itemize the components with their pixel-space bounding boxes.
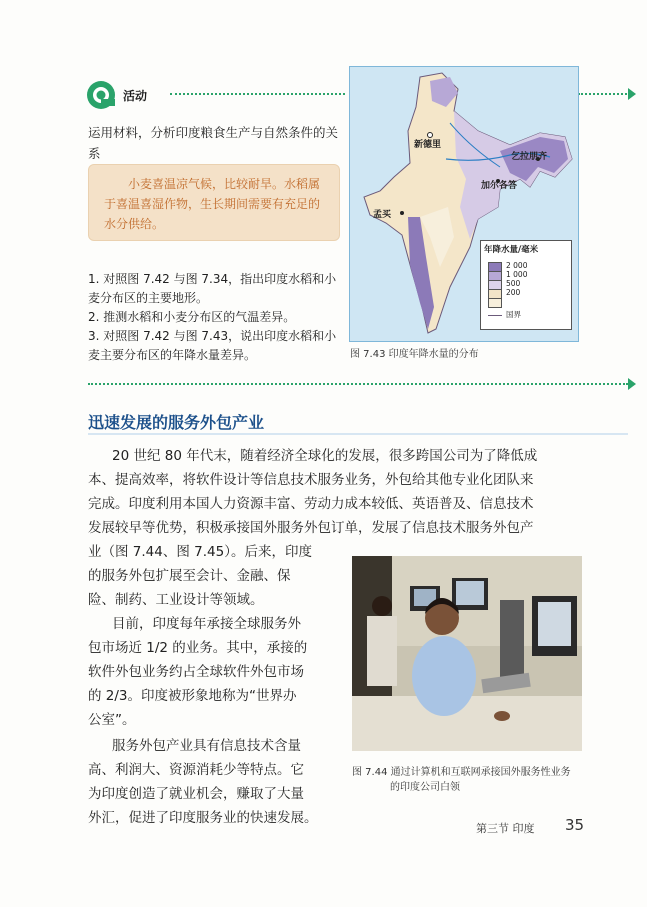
paragraph-line: 外汇，促进了印度服务业的快速发展。 (88, 810, 318, 826)
arrow-icon (628, 378, 636, 390)
paragraph-line: 包市场近 1/2 的业务。其中，承接的 (88, 640, 308, 656)
legend-value: 500 (506, 279, 521, 288)
city-label-delhi: 新德里 (414, 140, 442, 150)
office-photo (352, 556, 582, 751)
paragraph-line: 的服务外包扩展至会计、金融、保 (88, 568, 291, 584)
legend-border-label: 国界 (506, 310, 521, 319)
paragraph-line: 本、提高效率，将软件设计等信息技术服务业务，外包给其他专业化团队来 (88, 472, 534, 488)
footer-section: 第三节 印度 (476, 822, 535, 835)
paragraph-line: 业（图 7.44、图 7.45）。后来，印度 (88, 544, 312, 560)
paragraph-line: 目前，印度每年承接全球服务外 (112, 616, 301, 632)
paragraph-line: 险、制药、工业设计等领域。 (88, 592, 264, 608)
legend-value: 200 (506, 288, 521, 297)
border-line-icon (488, 315, 502, 316)
paragraph-line: 服务外包产业具有信息技术含量 (112, 738, 301, 754)
paragraph-line: 软件外包业务约占全球软件外包市场 (88, 664, 304, 680)
legend-value: 1 000 (506, 270, 528, 279)
photo-caption-line: 的印度公司白领 (390, 782, 460, 793)
photo-caption (352, 765, 592, 795)
arrow-icon (628, 88, 636, 100)
city-label-mumbai: 孟买 (373, 210, 392, 220)
paragraph-line: 发展较早等优势，积极承接国外服务外包订单，发展了信息技术服务外包产 (88, 520, 534, 536)
legend-title: 年降水量/毫米 (484, 245, 539, 255)
map-caption: 图 7.43 印度年降水量的分布 (350, 349, 479, 360)
divider-dotted (88, 383, 628, 385)
divider-dotted (578, 93, 630, 95)
divider-dotted (170, 93, 345, 95)
legend-swatch (488, 298, 502, 308)
question-1: 1. 对照图 7.42 与图 7.34，指出印度水稻和小麦分布区的主要地形。 (88, 272, 337, 305)
city-label-kolkata: 加尔各答 (481, 181, 518, 191)
page-number: 35 (565, 816, 585, 834)
question-3: 3. 对照图 7.42 与图 7.43，说出印度水稻和小麦主要分布区的年降水量差异。 (88, 329, 337, 362)
paragraph-line: 公室”。 (88, 712, 136, 728)
note-text: 小麦喜温凉气候，比较耐旱。水稻属于喜温喜湿作物，生长期间需要有充足的水分供给。 (104, 177, 321, 231)
paragraph-line: 20 世纪 80 年代末，随着经济全球化的发展，很多跨国公司为了降低成 (112, 448, 538, 464)
activity-label: 活动 (123, 89, 148, 103)
activity-intro: 运用材料，分析印度粮食生产与自然条件的关系 (88, 125, 339, 161)
paragraph-line: 高、利润大、资源消耗少等特点。它 (88, 762, 304, 778)
city-label-cherrapunji: 乞拉朋齐 (511, 152, 548, 162)
question-2: 2. 推测水稻和小麦分布区的气温差异。 (88, 310, 296, 324)
photo-caption-line: 图 7.44 通过计算机和互联网承接国外服务性业务 (352, 767, 571, 778)
paragraph-line: 完成。印度利用本国人力资源丰富、劳动力成本较低、英语普及、信息技术 (88, 496, 534, 512)
paragraph-line: 的 2/3。印度被形象地称为“世界办 (88, 688, 297, 704)
paragraph-line: 为印度创造了就业机会，赚取了大量 (88, 786, 304, 802)
activity-icon (86, 80, 116, 110)
section-title: 迅速发展的服务外包产业 (88, 413, 265, 432)
heading-underline (88, 433, 628, 435)
legend-value: 2 000 (506, 261, 528, 270)
